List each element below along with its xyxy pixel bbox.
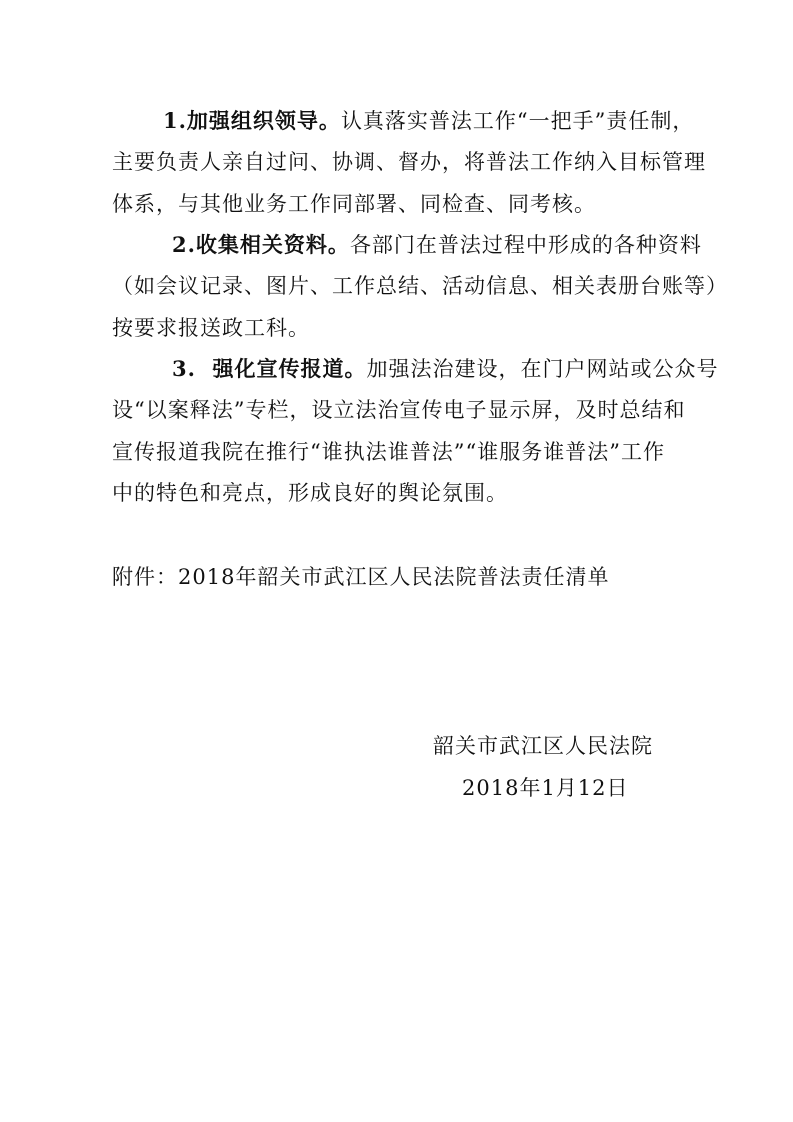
section-2-line-3: 按要求报送政工科。 bbox=[112, 316, 310, 340]
section-3-line-1-text: 加强法治建设，在门户网站或公众号 bbox=[366, 357, 719, 381]
signature-organization: 韶关市武江区人民法院 bbox=[433, 734, 653, 758]
section-3-line-2: 设“以案释法”专栏，设立法治宣传电子显示屏，及时总结和 bbox=[112, 398, 686, 422]
section-1-line-1-text: 认真落实普法工作“一把手”责任制， bbox=[340, 109, 695, 133]
section-3-heading: 3. 强化宣传报道。 bbox=[172, 356, 367, 381]
attachment-line: 附件：2018年韶关市武江区人民法院普法责任清单 bbox=[112, 565, 610, 589]
signature-date: 2018年1月12日 bbox=[462, 776, 629, 800]
section-2-first-line bbox=[172, 231, 702, 259]
section-3-line-3: 宣传报道我院在推行“谁执法谁普法”“谁服务谁普法”工作 bbox=[112, 440, 665, 464]
section-1-first-line bbox=[163, 107, 694, 135]
section-2-line-1-text: 各部门在普法过程中形成的各种资料 bbox=[349, 233, 702, 257]
section-3-first-line bbox=[172, 355, 719, 383]
section-1-line-2: 主要负责人亲自过问、协调、督办，将普法工作纳入目标管理 bbox=[112, 150, 706, 174]
section-2-line-2: （如会议记录、图片、工作总结、活动信息、相关表册台账等） bbox=[112, 274, 728, 298]
section-1-line-3: 体系，与其他业务工作同部署、同检查、同考核。 bbox=[112, 192, 596, 216]
section-2-heading: 2.收集相关资料。 bbox=[172, 232, 350, 257]
section-1-heading: 1.加强组织领导。 bbox=[163, 108, 341, 133]
section-3-line-4: 中的特色和亮点，形成良好的舆论氛围。 bbox=[112, 481, 508, 505]
